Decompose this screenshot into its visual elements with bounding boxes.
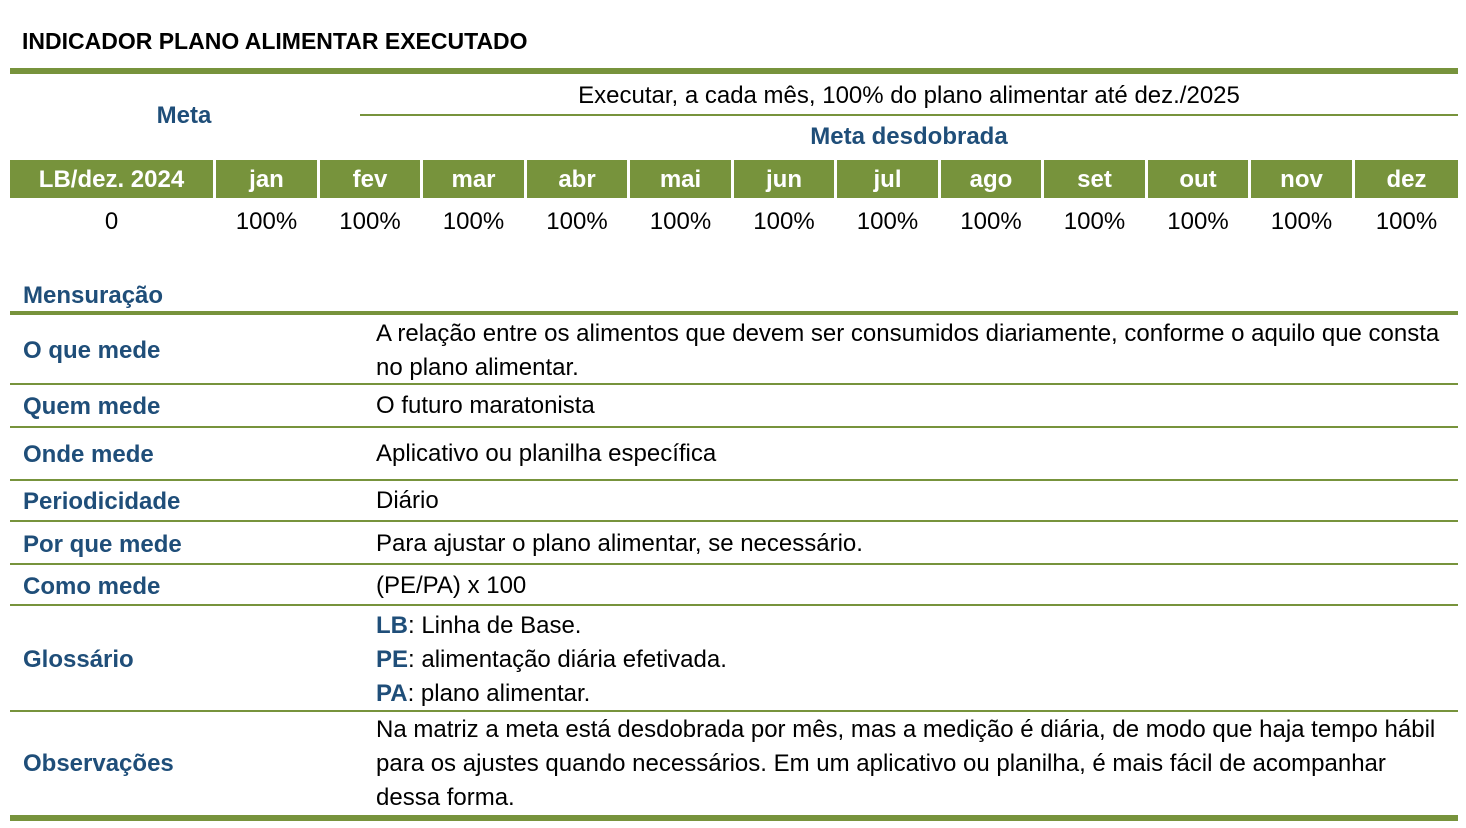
row-label-glossario: Glossário	[23, 646, 134, 673]
header-cell-fev: fev	[320, 160, 420, 198]
glossary-term: PA	[376, 680, 408, 707]
row-value-por-que-mede: Para ajustar o plano alimentar, se necessário.	[376, 530, 863, 557]
row-label-onde-mede: Onde mede	[23, 441, 154, 468]
meta-divider	[360, 114, 1458, 116]
glossary-definition: : Linha de Base.	[408, 612, 582, 639]
value-cell-mar: 100%	[442, 208, 505, 235]
header-cell-jul: jul	[837, 160, 938, 198]
glossary-definition: : plano alimentar.	[407, 680, 591, 707]
glossary-item-pa	[376, 677, 1446, 711]
page-title: INDICADOR PLANO ALIMENTAR EXECUTADO	[22, 28, 528, 54]
value-cell-fev: 100%	[339, 208, 401, 235]
header-cell-mai: mai	[630, 160, 731, 198]
glossary-term: LB	[376, 612, 408, 639]
header-cell-nov: nov	[1251, 160, 1352, 198]
header-cell-set: set	[1044, 160, 1145, 198]
header-cell-baseline: LB/dez. 2024	[10, 160, 213, 198]
value-cell-abr: 100%	[546, 208, 608, 235]
glossary-item-pe	[376, 643, 1446, 677]
value-cell-out: 100%	[1167, 208, 1229, 235]
row-value-periodicidade: Diário	[376, 487, 439, 514]
mensuracao-rule	[10, 311, 1458, 315]
value-cell-baseline: 0	[104, 208, 119, 235]
row-divider	[10, 479, 1458, 481]
value-cell-dez: 100%	[1375, 208, 1438, 235]
row-divider	[10, 563, 1458, 565]
row-value-quem-mede: O futuro maratonista	[376, 392, 595, 419]
header-cell-mar: mar	[423, 160, 524, 198]
row-divider	[10, 604, 1458, 606]
row-value-observacoes: Na matriz a meta está desdobrada por mês, mas a medição é diária, de modo que haja tempo hábil para os ajustes quando necessários. Em um aplicativo ou planilha, é mais fácil de acompanhar dessa forma.	[376, 716, 1436, 811]
header-cell-dez: dez	[1355, 160, 1458, 198]
meta-text: Executar, a cada mês, 100% do plano alimentar até dez./2025	[578, 82, 1240, 109]
row-divider	[10, 520, 1458, 522]
header-cell-jan: jan	[216, 160, 317, 198]
row-value-o-que-mede: A relação entre os alimentos que devem ser consumidos diariamente, conforme o aquilo que consta no plano alimentar.	[376, 320, 1440, 381]
row-label-por-que-mede: Por que mede	[23, 531, 182, 558]
row-label-observacoes: Observações	[23, 750, 174, 777]
bottom-rule	[10, 815, 1458, 821]
value-cell-set: 100%	[1063, 208, 1126, 235]
value-cell-mai: 100%	[649, 208, 712, 235]
header-cell-jun: jun	[734, 160, 834, 198]
header-cell-ago: ago	[941, 160, 1041, 198]
value-cell-jul: 100%	[856, 208, 919, 235]
row-label-o-que-mede: O que mede	[23, 337, 161, 364]
row-divider	[10, 383, 1458, 385]
mensuracao-title: Mensuração	[23, 282, 164, 309]
value-cell-jan: 100%	[235, 208, 298, 235]
glossary-item-lb	[376, 609, 1446, 643]
header-cell-abr: abr	[527, 160, 627, 198]
value-cell-jun: 100%	[753, 208, 815, 235]
row-divider	[10, 426, 1458, 428]
value-cell-ago: 100%	[960, 208, 1022, 235]
row-value-onde-mede: Aplicativo ou planilha específica	[376, 440, 717, 467]
top-rule	[10, 68, 1458, 74]
row-value-como-mede: (PE/PA) x 100	[376, 572, 527, 599]
glossary-term: PE	[376, 646, 409, 673]
row-label-como-mede: Como mede	[23, 573, 161, 600]
row-divider	[10, 710, 1458, 712]
value-cell-nov: 100%	[1270, 208, 1333, 235]
row-label-quem-mede: Quem mede	[23, 393, 161, 420]
meta-label: Meta	[156, 102, 212, 129]
glossary-list	[376, 609, 1446, 711]
row-label-periodicidade: Periodicidade	[23, 488, 181, 515]
meta-subtitle: Meta desdobrada	[810, 123, 1008, 150]
header-cell-out: out	[1148, 160, 1248, 198]
glossary-definition: : alimentação diária efetivada.	[408, 646, 727, 673]
